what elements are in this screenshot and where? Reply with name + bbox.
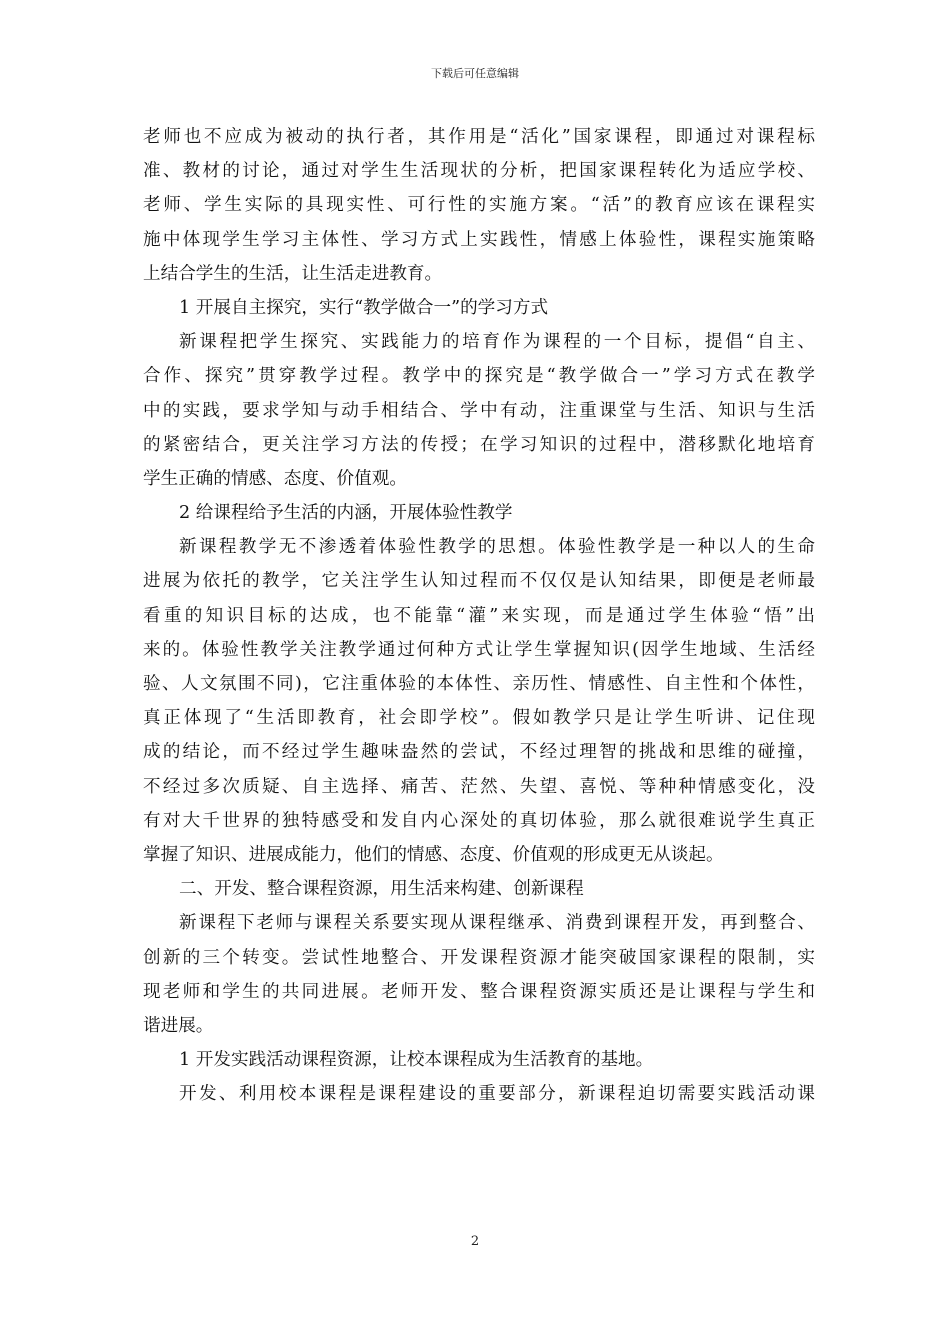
text-line: 成的结论，而不经过学生趣味盎然的尝试，不经过理智的挑战和思维的碰撞， [143, 742, 815, 763]
page-number: 2 [470, 1234, 480, 1249]
document-body [143, 120, 815, 1111]
text-line: 2 给课程给予生活的内涵，开展体验性教学 [179, 503, 513, 524]
text-line: 验、人文氛围不同)，它注重体验的本体性、亲历性、情感性、自主性和个体性， [143, 674, 815, 694]
text-line: 1 开展自主探究，实行“教学做合一”的学习方式 [179, 297, 549, 318]
text-line: 真正体现了“生活即教育，社会即学校”。假如教学只是让学生听讲、记住现 [143, 708, 815, 729]
text-line: 上结合学生的生活，让生活走进教育。 [143, 263, 443, 284]
text-line: 新课程教学无不渗透着体验性教学的思想。体验性教学是一种以人的生命 [179, 537, 815, 558]
text-line: 二、开发、整合课程资源，用生活来构建、创新课程 [179, 879, 584, 900]
text-line: 老师、学生实际的具现实性、可行性的实施方案。“活”的教育应该在课程实 [143, 195, 815, 216]
text-line: 不经过多次质疑、自主选择、痛苦、茫然、失望、喜悦、等种种情感变化，没 [143, 776, 815, 797]
text-line: 1 开发实践活动课程资源，让校本课程成为生活教育的基地。 [179, 1050, 654, 1071]
text-line: 老师也不应成为被动的执行者，其作用是“活化”国家课程，即通过对课程标 [143, 127, 815, 147]
text-line: 合作、探究”贯穿教学过程。教学中的探究是“教学做合一”学习方式在教学 [143, 366, 815, 387]
text-line: 有对大千世界的独特感受和发自内心深处的真切体验，那么就很难说学生真正 [143, 810, 815, 831]
text-line: 掌握了知识、进展成能力，他们的情感、态度、价值观的形成更无从谈起。 [143, 844, 724, 865]
text-line: 准、教材的讨论，通过对学生生活现状的分析，把国家课程转化为适应学校、 [143, 161, 815, 182]
text-line: 来的。体验性教学关注教学通过何种方式让学生掌握知识(因学生地域、生活经 [143, 639, 815, 660]
text-line: 谐进展。 [143, 1015, 214, 1036]
text-line: 现老师和学生的共同进展。老师开发、整合课程资源实质还是让课程与学生和 [143, 981, 815, 1002]
page-header: 下载后可任意编辑 [431, 67, 519, 80]
text-line: 施中体现学生学习主体性、学习方式上实践性，情感上体验性，课程实施策略 [143, 229, 815, 250]
text-line: 的紧密结合，更关注学习方法的传授；在学习知识的过程中，潜移默化地培育 [143, 434, 815, 455]
text-line: 新课程把学生探究、实践能力的培育作为课程的一个目标，提倡“自主、 [179, 332, 815, 353]
text-line: 新课程下老师与课程关系要实现从课程继承、消费到课程开发，再到整合、 [179, 913, 815, 934]
text-line: 看重的知识目标的达成，也不能靠“灌”来实现，而是通过学生体验“悟”出 [143, 605, 815, 626]
text-line: 开发、利用校本课程是课程建设的重要部分，新课程迫切需要实践活动课 [179, 1084, 815, 1105]
text-line: 创新的三个转变。尝试性地整合、开发课程资源才能突破国家课程的限制，实 [143, 947, 815, 968]
text-line: 中的实践，要求学知与动手相结合、学中有动，注重课堂与生活、知识与生活 [143, 400, 815, 421]
text-line: 学生正确的情感、态度、价值观。 [143, 468, 407, 489]
text-line: 进展为依托的教学，它关注学生认知过程而不仅仅是认知结果，即便是老师最 [143, 571, 815, 592]
